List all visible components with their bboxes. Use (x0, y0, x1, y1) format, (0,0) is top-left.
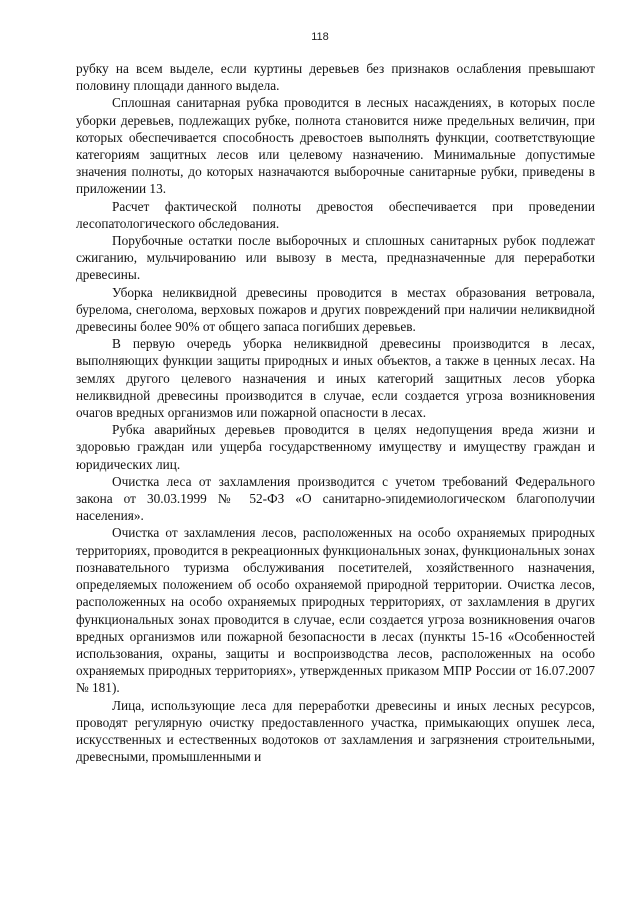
paragraph-1: рубку на всем выделе, если куртины деревьев без признаков ослабления превышают половину площади данного выдела. (76, 61, 595, 94)
paragraph-5: Уборка неликвидной древесины проводится в местах образования ветровала, бурелома, снеголома, верховых пожаров и других повреждений при наличии неликвидной древесины более 90% от общего запаса погибших деревьев. (76, 284, 595, 335)
paragraph-6: В первую очередь уборка неликвидной древесины производится в лесах, выполняющих функции защиты природных и иных объектов, а также в ценных лесах. На землях другого целевого назначения и иных категорий защитных лесов уборка неликвидной древесины производится в случае, если создается угроза возникновения очагов вредных организмов или пожарной опасности в лесах. (76, 336, 595, 421)
paragraph-9: Очистка от захламления лесов, расположенных на особо охраняемых природных территориях, проводится в рекреационных функциональных зонах, функциональных зонах познавательного туризма обслуживания посетителей, хозяйственного назначения, определяемых положением об особо охраняемой природной территории. Очистка лесов, расположенных на особо охраняемых природных территориях, от захламления в других функциональных зонах проводится в случае, если создается угроза возникновения очагов вредных организмов или пожарной безопасности в лесах (пункты 15-16 «Особенностей использования, охраны, защиты и воспроизводства лесов, расположенных на особо охраняемых природных территориях», утвержденных приказом МПР России от 16.07.2007 № 181). (76, 525, 596, 696)
paragraph-2: Сплошная санитарная рубка проводится в лесных насаждениях, в которых после уборки деревьев, подлежащих рубке, полнота становится ниже предельных величин, при которых обеспечивается способность древостоев выполнять функции, соответствующие категориям защитных лесов или целевому назначению. Минимальные допустимые значения полноты, до которых назначаются выборочные санитарные рубки, приведены в приложении 13. (76, 95, 595, 197)
paragraph-8: Очистка леса от захламления производится с учетом требований Федерального закона от 30.03.1999 № 52-ФЗ «О санитарно-эпидемиологическом благополучии населения». (76, 473, 595, 524)
paragraph-10: Лица, использующие леса для переработки древесины и иных лесных ресурсов, проводят регулярную очистку предоставленного участка, примыкающих опушек леса, искусственных и естественных водотоков от захламления и загрязнения строительными, древесными, промышленными и (76, 697, 595, 765)
paragraph-7: Рубка аварийных деревьев проводится в целях недопущения вреда жизни и здоровью граждан или ущерба государственному имуществу и имуществу граждан и юридических лиц. (76, 422, 595, 472)
page-number: 118 (311, 31, 329, 43)
paragraph-4: Порубочные остатки после выборочных и сплошных санитарных рубок подлежат сжиганию, мульчированию или вывозу в места, предназначенные для переработки древесины. (76, 233, 595, 283)
body-text (76, 60, 595, 765)
paragraph-3: Расчет фактической полноты древостоя обеспечивается при проведении лесопатологического обследования. (76, 198, 595, 231)
